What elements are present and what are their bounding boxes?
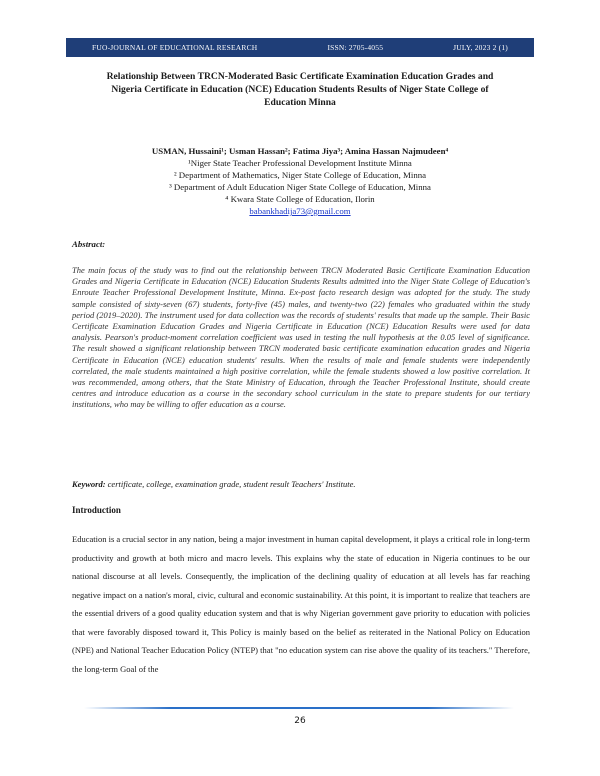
- page-number: 26: [294, 716, 306, 726]
- journal-header-bar: [66, 38, 534, 57]
- contact-email-link[interactable]: babankhadija73@gmail.com: [249, 206, 351, 216]
- affiliation-1: ¹Niger State Teacher Professional Development Institute Minna: [188, 158, 412, 168]
- affiliation-2: ² Department of Mathematics, Niger State College of Education, Minna: [173, 170, 427, 180]
- footer-divider: [84, 707, 514, 709]
- issn: ISSN: 2705-4055: [327, 43, 384, 52]
- keywords-line: [72, 479, 530, 489]
- affiliation-3: ³ Department of Adult Education Niger State College of Education, Minna: [169, 182, 431, 192]
- paper-title: Relationship Between TRCN-Moderated Basic Certificate Examination Education Grades and Nigeria Certificate in Education (NCE) Education Students Results of Niger State College of Education Minna: [106, 71, 494, 108]
- abstract-heading: Abstract:: [72, 239, 106, 249]
- keywords-text: certificate, college, examination grade, student result Teachers' Institute.: [107, 479, 356, 489]
- issue-date: JULY, 2023 2 (1): [453, 43, 508, 52]
- affiliation-4: ⁴ Kwara State College of Education, Ilorin: [225, 194, 375, 204]
- author-block: [100, 145, 500, 217]
- journal-name: FUO-JOURNAL OF EDUCATIONAL RESEARCH: [92, 43, 258, 52]
- author-names: USMAN, Hussaini¹; Usman Hassan²; Fatima Jiya³; Amina Hassan Najmudeen⁴: [151, 146, 449, 156]
- introduction-text: Education is a crucial sector in any nation, being a major investment in human capital development, it plays a critical role in long-term productivity and growth at both micro and macro levels. This explains why the state of education in Nigeria continues to be our national discourse at all levels. Consequently, the implication of the declining quality of education at all levels has far reaching negative impact on a nation's moral, civic, cultural and economic sustainability. At this point, it is important to realize that teachers are the essential drivers of a good quality education system and that is why Nigerian government gave priority to education with policies that were favorably disposed toward it, This Policy is mainly based on the belief as reiterated in the National Policy on Education (NPE) and National Teacher Education Policy (NTEP) that "no education system can rise above the quality of its teachers." Therefore, the long-term Goal of the: [72, 534, 530, 674]
- keywords-label: Keyword:: [72, 479, 106, 489]
- abstract-text: The main focus of the study was to find out the relationship between TRCN Moderated Basic Certificate Examination Education Grades and Nigeria Certificate in Education (NCE) Education Students Results admitted into the Niger State College of Education's Enroute Teacher Professional Development Institute, Minna. Ex-post facto research design was adopted for the study. The study sample consisted of sixty-seven (67) students, forty-five (45) males, and twenty-two (22) females who graduated within the study period (2019–2020). The instrument used for data collection was the records of students' results that made up the sample. Their Basic Certificate Examination Education Grades and Nigeria Certificate in Education (NCE) Education Results were used for data analysis. Pearson's product-moment correlation coefficient was used in testing the null hypothesis at the 0.05 level of significance. The result showed a significant relationship between TRCN moderated basic certificate examination education grades and Nigeria Certificate in Education (NCE) education students' results. When the results of male and female students were independently correlated, the male students maintained a high positive correlation, while the female students showed a low positive correlation. It was recommended, among others, that the State Ministry of Education, through the Teacher Professional Institute, should create centres and introduce education as a course in the secondary school curriculum in the state to prepare students for our tertiary institutions, who may be willing to offer education as a course.: [72, 265, 530, 410]
- introduction-heading: Introduction: [72, 505, 121, 515]
